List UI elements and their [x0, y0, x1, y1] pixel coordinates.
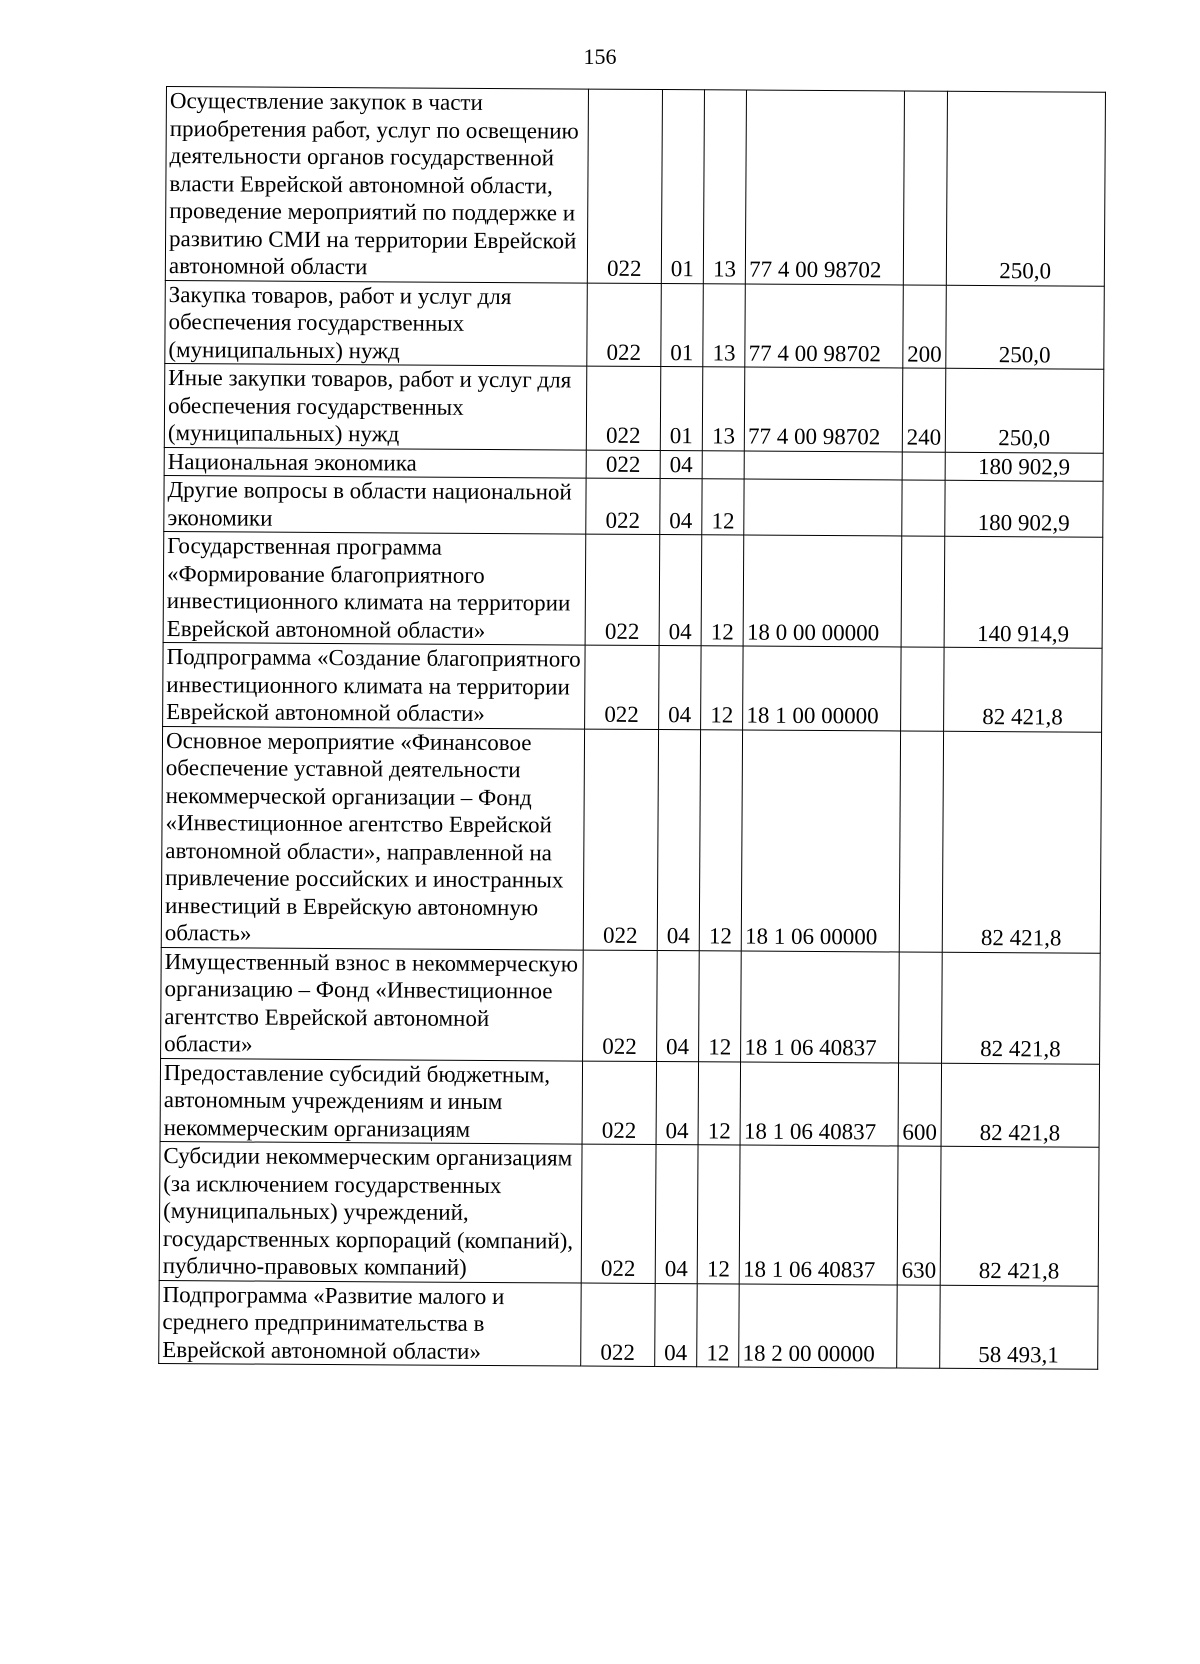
item-name: Национальная экономика [164, 447, 586, 478]
csr-code: 18 1 06 00000 [741, 730, 901, 952]
amount: 250,0 [946, 91, 1106, 285]
item-name: Осуществление закупок в части приобретения работ, услуг по освещению деятельности органов государственной власти Еврейской автономной области, проведение мероприятий по поддержке и развитию СМИ на территории Еврейской автономной области [165, 87, 588, 283]
rz-code: 04 [658, 646, 701, 730]
rz-code: 04 [655, 1283, 698, 1367]
item-name: Закупка товаров, работ и услуг для обеспечения государственных (муниципальных) нужд [165, 280, 588, 366]
csr-code: 18 1 06 40837 [741, 951, 900, 1063]
amount: 180 902,9 [945, 452, 1103, 481]
gr-code: 022 [581, 1283, 655, 1367]
vr-code [902, 536, 945, 647]
item-name: Предоставление субсидий бюджетным, автономным учреждениям и иным некоммерческим организациям [160, 1058, 583, 1144]
pr-code: 12 [698, 1061, 741, 1145]
csr-code [744, 479, 903, 536]
pr-code [702, 450, 744, 479]
pr-code: 12 [702, 479, 745, 535]
amount: 250,0 [945, 368, 1104, 452]
vr-code [901, 647, 944, 731]
vr-code: 630 [898, 1146, 941, 1285]
rz-code: 01 [660, 367, 703, 451]
csr-code: 18 1 06 40837 [740, 1062, 899, 1146]
pr-code: 13 [703, 90, 746, 284]
table-row [160, 1058, 1099, 1147]
pr-code: 12 [697, 1283, 740, 1367]
vr-code [903, 452, 945, 481]
table-row [164, 475, 1103, 537]
amount: 58 493,1 [939, 1285, 1098, 1369]
rz-code: 04 [656, 1061, 699, 1145]
gr-code: 022 [587, 89, 662, 283]
amount: 82 421,8 [942, 731, 1102, 953]
budget-table-body [159, 87, 1106, 1370]
table-row [165, 87, 1105, 286]
rz-code: 04 [657, 729, 701, 950]
budget-table [158, 86, 1106, 1370]
table-row [161, 947, 1101, 1064]
amount: 82 421,8 [940, 1146, 1099, 1285]
csr-code: 77 4 00 98702 [745, 367, 904, 451]
item-name: Имущественный взнос в некоммерческую организацию – Фонд «Инвестиционное агентство Еврейской автономной области» [161, 947, 584, 1061]
table-row [161, 726, 1101, 953]
table-row [164, 363, 1103, 452]
vr-code [897, 1284, 940, 1368]
csr-code: 18 1 00 00000 [743, 646, 902, 730]
vr-code [900, 731, 944, 952]
gr-code: 022 [583, 729, 658, 950]
vr-code [899, 951, 942, 1062]
vr-code: 240 [903, 368, 946, 452]
page-number: 156 [583, 44, 617, 69]
vr-code: 600 [899, 1062, 942, 1146]
pr-code: 12 [701, 535, 744, 646]
item-name: Иные закупки товаров, работ и услуг для обеспечения государственных (муниципальных) нужд [164, 363, 587, 449]
vr-code [902, 480, 945, 536]
rz-code: 04 [660, 450, 702, 479]
gr-code: 022 [585, 645, 659, 729]
amount: 82 421,8 [943, 647, 1102, 731]
gr-code: 022 [585, 534, 660, 645]
rz-code: 04 [656, 950, 699, 1061]
item-name: Государственная программа «Формирование благоприятного инвестиционного климата на территории Еврейской автономной области» [163, 531, 586, 645]
csr-code [744, 451, 902, 480]
amount: 140 914,9 [944, 536, 1103, 648]
item-name: Основное мероприятие «Финансовое обеспечение уставной деятельности некоммерческой организации – Фонд «Инвестиционное агентство Еврейской автономной области», направленной на привлечение российских и иностранных инвестиций в Еврейскую автономную область» [161, 726, 584, 950]
csr-code: 18 2 00 00000 [739, 1284, 898, 1368]
csr-code: 77 4 00 98702 [746, 90, 905, 284]
vr-code: 200 [903, 285, 946, 369]
amount: 180 902,9 [944, 480, 1103, 537]
pr-code: 12 [699, 729, 743, 950]
amount: 250,0 [945, 285, 1104, 369]
pr-code: 12 [699, 950, 742, 1061]
rz-code: 04 [655, 1145, 698, 1284]
item-name: Подпрограмма «Создание благоприятного инвестиционного климата на территории Еврейской автономной области» [163, 642, 586, 728]
gr-code: 022 [586, 450, 660, 479]
gr-code: 022 [582, 1061, 656, 1145]
amount: 82 421,8 [941, 1063, 1100, 1147]
csr-code: 18 0 00 00000 [743, 535, 902, 647]
rz-code: 04 [660, 479, 703, 535]
item-name: Субсидии некоммерческим организациям (за исключением государственных (муниципальных) учреждений, государственных корпораций (компаний), публично-правовых компаний) [159, 1141, 582, 1282]
gr-code: 022 [587, 283, 661, 367]
rz-code: 04 [659, 535, 702, 646]
vr-code [904, 91, 947, 285]
table-row [159, 1141, 1099, 1285]
pr-code: 12 [701, 646, 744, 730]
gr-code: 022 [586, 366, 660, 450]
gr-code: 022 [586, 478, 660, 534]
rz-code: 01 [661, 283, 704, 367]
item-name: Подпрограмма «Развитие малого и среднего предпринимательства в Еврейской автономной области» [159, 1280, 582, 1366]
amount: 82 421,8 [941, 952, 1100, 1064]
pr-code: 13 [702, 367, 745, 451]
csr-code: 77 4 00 98702 [745, 284, 904, 368]
csr-code: 18 1 06 40837 [739, 1145, 898, 1284]
table-row [165, 280, 1104, 369]
table-row [163, 642, 1102, 731]
table-row [159, 1280, 1098, 1369]
rz-code: 01 [661, 90, 704, 284]
item-name: Другие вопросы в области национальной экономики [164, 475, 586, 534]
gr-code: 022 [581, 1144, 656, 1283]
gr-code: 022 [583, 950, 658, 1061]
pr-code: 12 [697, 1145, 740, 1284]
table-row [163, 531, 1103, 648]
pr-code: 13 [703, 283, 746, 367]
